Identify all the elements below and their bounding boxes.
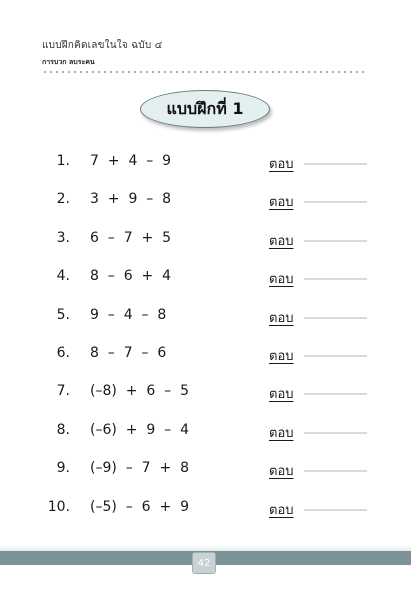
answer-label: ตอบ bbox=[269, 157, 294, 172]
answer-blank[interactable] bbox=[304, 393, 367, 395]
answer-blank[interactable] bbox=[304, 317, 367, 319]
answer-label: ตอบ bbox=[269, 349, 294, 364]
answer-label: ตอบ bbox=[269, 195, 294, 211]
problem-number: 8. bbox=[56, 421, 70, 438]
problem-number: 7. bbox=[56, 383, 70, 400]
answer-blank[interactable] bbox=[304, 163, 367, 165]
answer-label: ตอบ bbox=[269, 502, 294, 518]
problem-number: 5. bbox=[56, 306, 70, 323]
answer-blank[interactable] bbox=[304, 201, 367, 203]
answer-blank[interactable] bbox=[304, 278, 367, 280]
section-subtitle: การบวก ลบระคน bbox=[42, 58, 95, 66]
problem-number: 6. bbox=[56, 345, 70, 361]
answer-blank[interactable] bbox=[304, 432, 367, 434]
problem-expression: 8 – 6 + 4 bbox=[90, 268, 172, 285]
exercise-title bbox=[140, 90, 270, 128]
answer-label: ตอบ bbox=[269, 387, 294, 403]
problem-number: 10. bbox=[47, 498, 70, 515]
problem-row bbox=[0, 307, 411, 331]
problem-expression: 7 + 4 – 9 bbox=[90, 153, 172, 169]
answer-blank[interactable] bbox=[304, 355, 367, 357]
problem-expression: 8 – 7 – 6 bbox=[90, 345, 167, 361]
answer-blank[interactable] bbox=[304, 509, 367, 511]
answer-label: ตอบ bbox=[269, 310, 294, 326]
problem-row bbox=[0, 422, 411, 446]
answer-label: ตอบ bbox=[269, 233, 294, 249]
problem-number: 2. bbox=[56, 191, 70, 208]
answer-label: ตอบ bbox=[269, 464, 294, 480]
problem-row bbox=[0, 460, 411, 484]
book-title: แบบฝึกคิดเลขในใจ ฉบับ ๔ bbox=[42, 40, 163, 51]
problem-number: 9. bbox=[56, 460, 70, 477]
problem-row bbox=[0, 345, 411, 369]
exercise-title-text: แบบฝึกที่ 1 bbox=[166, 98, 244, 118]
dotted-divider bbox=[42, 71, 368, 73]
problem-number: 4. bbox=[56, 268, 70, 285]
page-number: 42 bbox=[197, 557, 211, 569]
problem-number: 3. bbox=[56, 229, 70, 246]
problem-expression: (–8) + 6 – 5 bbox=[90, 383, 189, 400]
answer-label: ตอบ bbox=[269, 425, 294, 441]
problem-row bbox=[0, 268, 411, 292]
problem-expression: (–5) – 6 + 9 bbox=[90, 498, 189, 515]
problem-row bbox=[0, 383, 411, 407]
answer-blank[interactable] bbox=[304, 240, 367, 242]
page-number-badge bbox=[192, 552, 216, 574]
problem-row bbox=[0, 191, 411, 215]
problem-expression: (–9) – 7 + 8 bbox=[90, 460, 189, 477]
problem-number: 1. bbox=[56, 153, 70, 169]
problem-row bbox=[0, 230, 411, 254]
problem-row bbox=[0, 153, 411, 177]
problem-expression: 9 – 4 – 8 bbox=[90, 306, 167, 323]
problem-expression: 3 + 9 – 8 bbox=[90, 191, 172, 208]
page-header bbox=[42, 38, 163, 68]
answer-blank[interactable] bbox=[304, 470, 367, 472]
problem-row bbox=[0, 499, 411, 523]
problem-expression: (–6) + 9 – 4 bbox=[90, 421, 189, 438]
answer-label: ตอบ bbox=[269, 272, 294, 288]
problem-expression: 6 – 7 + 5 bbox=[90, 229, 172, 246]
